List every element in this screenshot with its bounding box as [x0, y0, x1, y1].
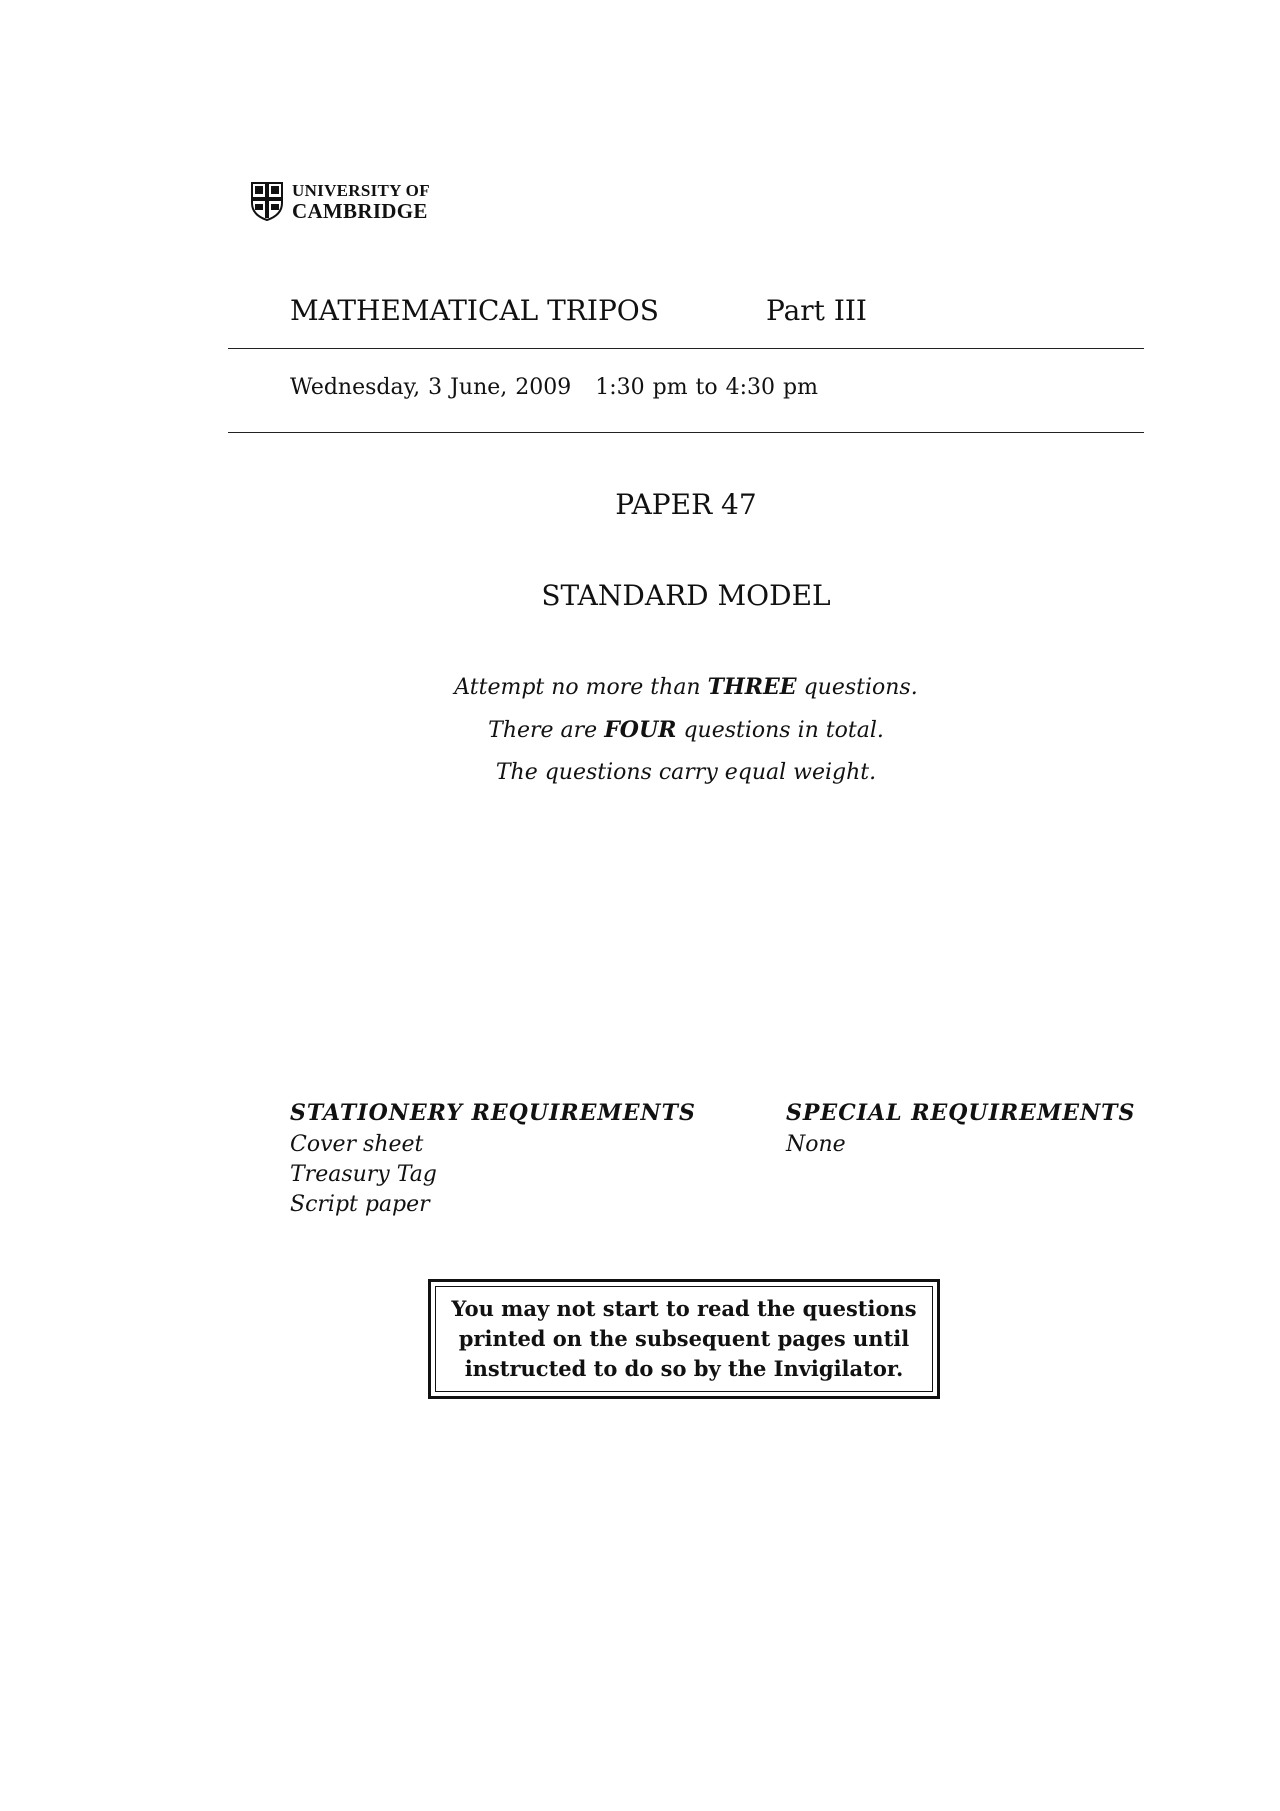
special-list [786, 1130, 846, 1160]
logo-line-2: CAMBRIDGE [292, 199, 428, 223]
instruction-text: Attempt no more than [454, 675, 708, 700]
exam-time: 1:30 pm to 4:30 pm [595, 375, 818, 400]
instruction-attempt [0, 674, 1280, 700]
instruction-emphasis: FOUR [604, 717, 677, 743]
notice-line: instructed to do so by the Invigilator. [464, 1356, 904, 1381]
instruction-weight: The questions carry equal weight. [495, 760, 877, 785]
part-label: Part III [766, 294, 867, 327]
special-heading: SPECIAL REQUIREMENTS [786, 1100, 1136, 1126]
stationery-item: Treasury Tag [290, 1162, 437, 1187]
stationery-heading: STATIONERY REQUIREMENTS [290, 1100, 696, 1126]
notice-line: printed on the subsequent pages until [458, 1326, 910, 1351]
instruction-text: questions in total. [676, 718, 884, 743]
logo-line-1: UNIVERSITY OF [292, 181, 430, 200]
paper-number: PAPER 47 [615, 488, 757, 521]
top-rule [228, 348, 1144, 349]
instruction-emphasis: THREE [707, 674, 797, 700]
exam-date: Wednesday, 3 June, 2009 [290, 375, 572, 400]
instruction-text: There are [488, 718, 605, 743]
notice-line: You may not start to read the questions [451, 1296, 917, 1321]
stationery-list [290, 1130, 437, 1220]
stationery-item: Cover sheet [290, 1132, 424, 1157]
cambridge-crest-icon [250, 181, 284, 221]
tripos-title: MATHEMATICAL TRIPOS [290, 294, 659, 327]
special-item: None [786, 1132, 846, 1157]
exam-date-time [290, 375, 818, 400]
paper-title: STANDARD MODEL [541, 579, 831, 612]
invigilator-notice-box [428, 1279, 940, 1399]
instruction-total [0, 717, 1280, 743]
stationery-item: Script paper [290, 1192, 430, 1217]
instruction-text: questions. [796, 675, 918, 700]
bottom-rule [228, 432, 1144, 433]
university-logo [250, 180, 430, 222]
